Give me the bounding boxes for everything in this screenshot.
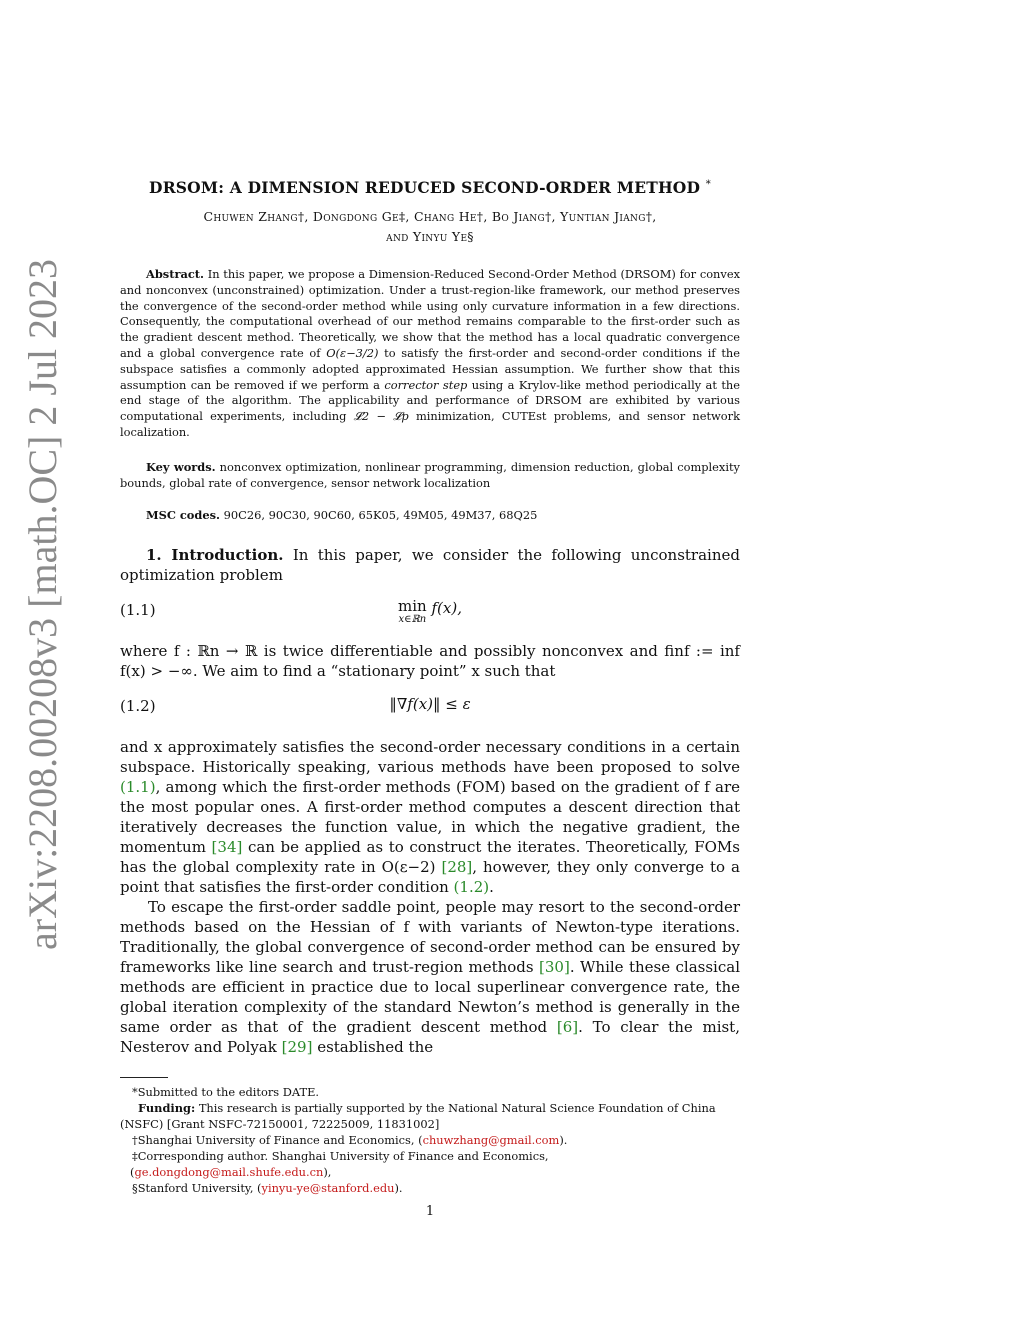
- msc-label: MSC codes.: [146, 507, 220, 522]
- footnote-affiliation-sufe: †Shanghai University of Finance and Economics, (chuwzhang@gmail.com).: [132, 1132, 568, 1147]
- paper-title: DRSOM: A DIMENSION REDUCED SECOND-ORDER METHOD *: [149, 178, 711, 197]
- equation-1-1: [120, 595, 740, 631]
- title-footnote-mark: *: [705, 178, 711, 190]
- abstract: Abstract. In this paper, we propose a Dimension-Reduced Second-Order Method (DRSOM) for convex and nonconvex (unconstrained) optimization. Under a trust-region-like framework, our method preserves the convergence of the second-order method while using only curvature information in a few directions. Consequently, the computational overhead of our method remains comparable to the first-order such as the gradient descent method. Theoretically, we show that the method has a local quadratic convergence and a global convergence rate of O(ε−3/2) to satisfy the first-order and second-order conditions if the subspace satisfies a commonly adopted approximated Hessian assumption. We further show that this assumption can be removed if we perform a corrector step using a Krylov-like method periodically at the end stage of the algorithm. The applicability and performance of DRSOM are exhibited by various computational experiments, including 𝓛2 − 𝓛p minimization, CUTEst problems, and sensor network localization.: [120, 267, 740, 439]
- footnote-divider: [120, 1077, 168, 1078]
- citation-link[interactable]: [28]: [441, 857, 473, 876]
- author-list: [120, 207, 740, 247]
- authors-line-1: Chuwen Zhang†, Dongdong Ge‡, Chang He†, Bo Jiang†, Yuntian Jiang†,: [203, 209, 657, 224]
- abstract-label: Abstract.: [146, 267, 205, 281]
- equation-number: (1.2): [120, 696, 156, 715]
- equation-1-2: [120, 691, 740, 727]
- citation-link[interactable]: [29]: [281, 1037, 313, 1056]
- email-link[interactable]: ge.dongdong@mail.shufe.edu.cn: [134, 1164, 324, 1179]
- authors-line-2: and Yinyu Ye§: [386, 229, 474, 244]
- citation-link[interactable]: [30]: [539, 957, 570, 976]
- footnote-affiliation-stanford: §Stanford University, (yinyu-ye@stanford.edu).: [132, 1180, 403, 1195]
- paragraph-definitions: where f : ℝn → ℝ is twice differentiable and possibly nonconvex and finf := inf f(x) > −∞. We aim to find a “stationary point” x such that: [120, 641, 740, 680]
- keywords: Key words. nonconvex optimization, nonlinear programming, dimension reduction, global complexity bounds, global rate of convergence, sensor network localization: [120, 459, 740, 490]
- equation-reference-link[interactable]: (1.1): [120, 777, 156, 796]
- page-number: 1: [425, 1203, 435, 1219]
- footnote-submitted: *Submitted to the editors DATE.: [132, 1084, 319, 1099]
- section-heading-introduction: 1. Introduction.: [146, 545, 284, 564]
- convergence-rate: O(ε−3/2): [326, 345, 379, 360]
- paragraph-history: and x approximately satisfies the second-order necessary conditions in a certain subspace. Historically speaking, various methods have been proposed to solve (1.1), among which the first-order methods (FOM) based on the gradient of f are the most popular ones. A first-order method computes a descent direction that iteratively decreases the function value, in which the negative gradient, the momentum [34] can be applied as to construct the iterates. Theoretically, FOMs has the global complexity rate in O(ε−2) [28], however, they only converge to a point that satisfies the first-order condition (1.2).: [120, 737, 740, 896]
- email-link[interactable]: yinyu-ye@stanford.edu: [261, 1180, 395, 1195]
- footnote-corresponding-author: ‡Corresponding author. Shanghai University of Finance and Economics, (ge.dongdong@mail.shufe.edu.cn),: [130, 1148, 549, 1179]
- l2-lp-term: 𝓛2 − 𝓛p: [353, 409, 409, 424]
- paper-page: [120, 178, 740, 1219]
- keywords-label: Key words.: [146, 459, 216, 474]
- footnote-funding: Funding: This research is partially supported by the National Natural Science Foundation of China (NSFC) [Grant NSFC-72150001, 72225009, 11831002]: [120, 1100, 716, 1131]
- arxiv-identifier: arXiv:2208.00208v3 [math.OC] 2 Jul 2023: [20, 258, 65, 950]
- citation-link[interactable]: [6]: [556, 1017, 579, 1036]
- min-subscript: x∈ℝn: [398, 613, 427, 625]
- equation-number: (1.1): [120, 600, 156, 619]
- equation-reference-link[interactable]: (1.2): [453, 877, 490, 896]
- paragraph-second-order: To escape the first-order saddle point, people may resort to the second-order methods based on the Hessian of f with variants of Newton-type iterations. Traditionally, the global convergence of second-order method can be ensured by frameworks like line search and trust-region methods [30]. While these classical methods are efficient in practice due to local superlinear convergence rate, the global iteration complexity of the standard Newton’s method is generally in the same order as that of the gradient descent method [6]. To clear the mist, Nesterov and Polyak [29] established the: [120, 897, 740, 1056]
- equation-expression: ‖∇f(x)‖ ≤ ε: [389, 694, 471, 713]
- citation-link[interactable]: [34]: [211, 837, 243, 856]
- footnotes: [120, 1084, 740, 1196]
- email-link[interactable]: chuwzhang@gmail.com: [422, 1132, 560, 1147]
- msc-codes: MSC codes. 90C26, 90C30, 90C60, 65K05, 49M05, 49M37, 68Q25: [146, 507, 538, 522]
- funding-label: Funding:: [138, 1100, 196, 1115]
- min-operator: min: [398, 596, 427, 615]
- equation-expression: f(x),: [431, 598, 462, 617]
- corrector-step-term: corrector step: [384, 377, 468, 392]
- introduction-lead: 1. Introduction. In this paper, we consider the following unconstrained optimization problem: [120, 545, 740, 584]
